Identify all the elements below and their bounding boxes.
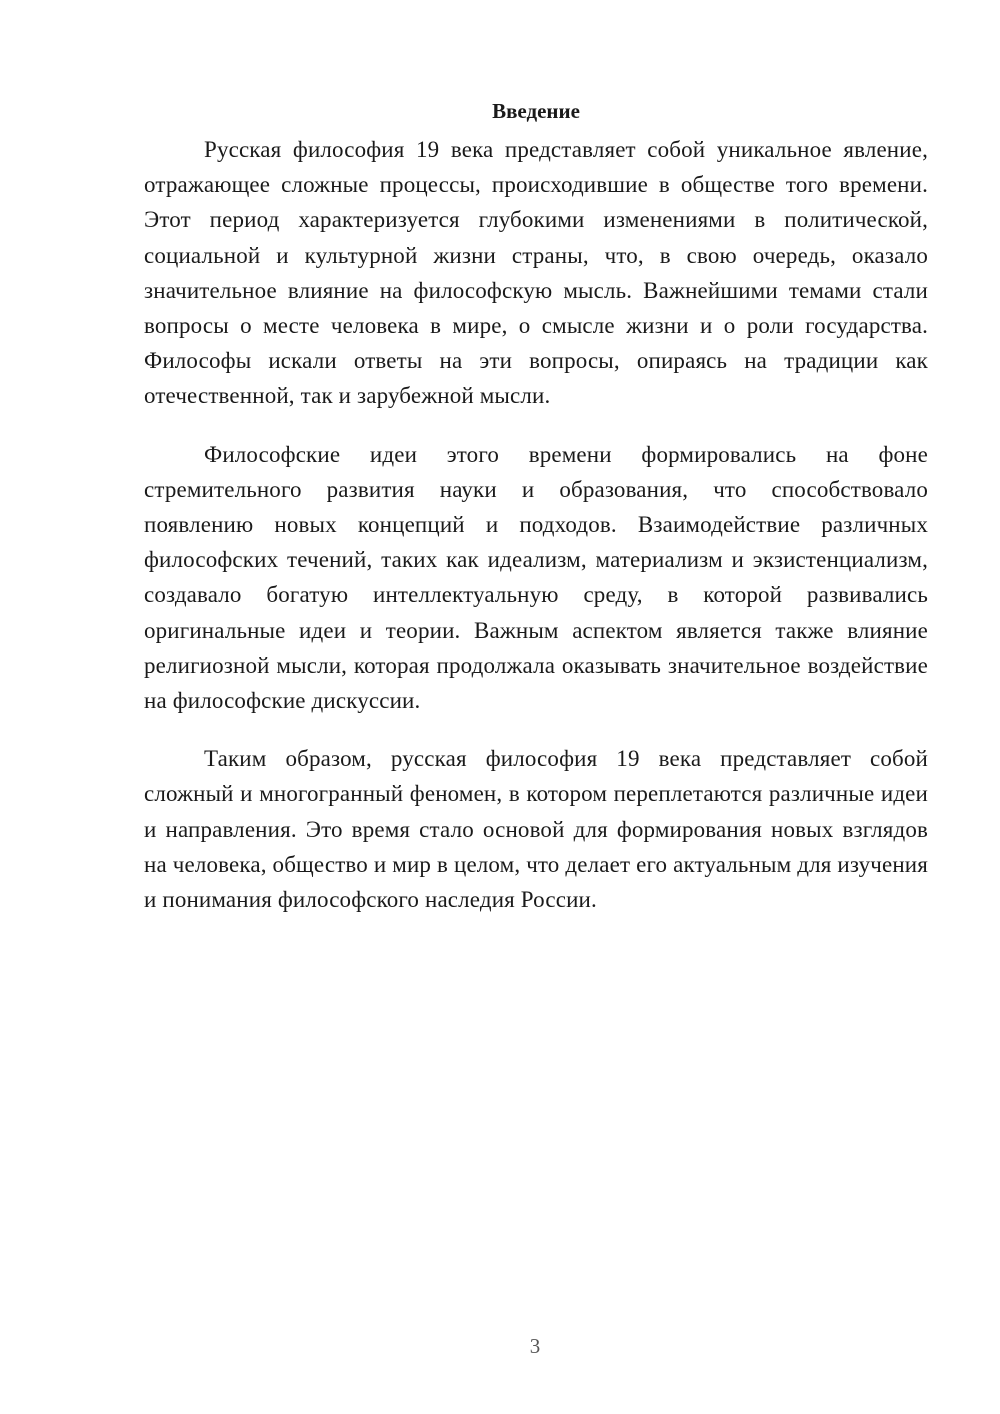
paragraph-1: Русская философия 19 века представляет собой уникальное явление, отражающее сложные процессы, происходившие в обществе того времени. Этот период характеризуется глубокими изменениями в политической, социальной и культурной жизни страны, что, в свою очередь, оказало значительное влияние на философскую мысль. Важнейшими темами стали вопросы о месте человека в мире, о смысле жизни и о роли государства. Философы искали ответы на эти вопросы, опираясь на традиции как отечественной, так и зарубежной мысли. xyxy=(144,137,928,409)
section-title: Введение xyxy=(492,99,580,123)
paragraph-3: Таким образом, русская философия 19 века представляет собой сложный и многогранный феномен, в котором переплетаются различные идеи и направления. Это время стало основой для формирования новых взглядов на человека, общество и мир в целом, что делает его актуальным для изучения и понимания философского наследия России. xyxy=(144,746,928,913)
page-number: 3 xyxy=(529,1334,541,1358)
paragraph-2: Философские идеи этого времени формировались на фоне стремительного развития науки и образования, что способствовало появлению новых концепций и подходов. Взаимодействие различных философских течений, таких как идеализм, материализм и экзистенциализм, создавало богатую интеллектуальную среду, в которой развивались оригинальные идеи и теории. Важным аспектом является также влияние религиозной мысли, которая продолжала оказывать значительное воздействие на философские дискуссии. xyxy=(144,441,928,714)
page-content xyxy=(144,96,928,940)
